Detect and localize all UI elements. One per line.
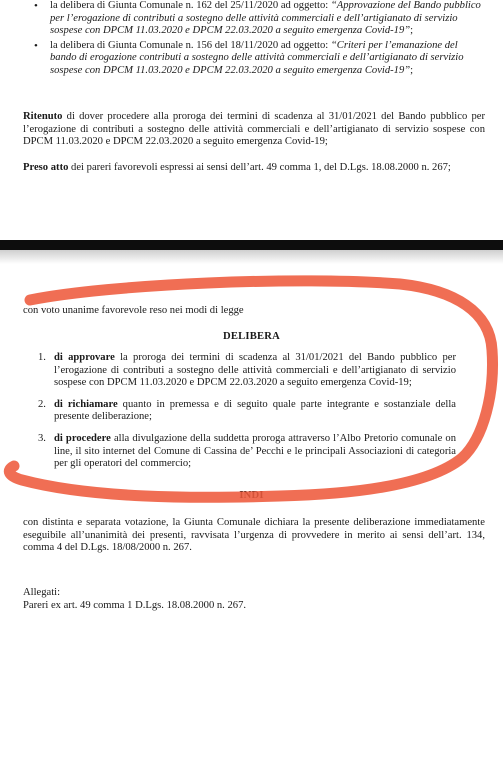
bullet-prefix: la delibera di Giunta Comunale n. 156 del 18/11/2020 ad oggetto: xyxy=(50,39,331,51)
preso-atto-paragraph xyxy=(23,162,485,175)
indi-heading: INDI xyxy=(239,490,264,501)
decision-text: quanto in premessa e di seguito quale parte integrante e sostanziale della presente deliberazione; xyxy=(54,398,456,423)
bullet-quote: “Criteri per l’emanazione del bando di erogazione contributi a sostegno delle attività commerciali e dell’artigianato di servizio sospese con DPCM 11.03.2020 e DPCM 22.03.2020 a seguito emergenza Covid-19” xyxy=(50,39,464,76)
page-break-shadow xyxy=(0,250,503,264)
item-number: 1. xyxy=(38,352,46,363)
list-item xyxy=(38,433,456,471)
bullet-quote: “Approvazione del Bando pubblico per l’erogazione di contributi a sostegno delle attività commerciali e dell’artigianato di servizio sospese con DPCM 11.03.2020 e DPCM 22.03.2020 a seguito emergenza Covid-19” xyxy=(50,0,481,37)
decision-text: la proroga dei termini di scadenza al 31/01/2021 del Bando pubblico per l’erogazione di contributi a sostegno delle attività commerciali e dell’artigianato di servizio sospese con DPCM 11.03.2020 e DPCM 22.03.2020 a seguito emergenza Covid-19; xyxy=(54,352,456,389)
ritenuto-text: di dover procedere alla proroga dei termini di scadenza al 31/01/2021 del Bando pubblico per l’erogazione di contributi a sostegno delle attività commerciali e dell’artigianato di servizio sospese con DPCM 11.03.2020 e DPCM 22.03.2020 a seguito emergenza Covid-19; xyxy=(23,111,485,148)
list-item xyxy=(34,0,482,38)
decision-keyword: di approvare xyxy=(54,352,115,363)
bullet-prefix: la delibera di Giunta Comunale n. 162 del 25/11/2020 ad oggetto: xyxy=(50,0,331,11)
list-item xyxy=(38,399,456,424)
vote-line: con voto unanime favorevole reso nei modi di legge xyxy=(23,305,244,316)
premise-bullet-list xyxy=(34,0,482,80)
item-number: 3. xyxy=(38,432,46,444)
bullet-suffix: ; xyxy=(410,25,414,37)
preso-atto-keyword: Preso atto xyxy=(23,162,69,173)
decision-keyword: di richiamare xyxy=(54,398,118,410)
decision-keyword: di procedere xyxy=(54,432,111,444)
list-item xyxy=(34,40,482,78)
preso-atto-text: dei pareri favorevoli espressi ai sensi dell’art. 49 comma 1, del D.Lgs. 18.08.2000 n. 267; xyxy=(68,162,451,173)
decision-text: alla divulgazione della suddetta proroga attraverso l’Albo Pretorio comunale on line, il sito internet del Comune di Cassina de’ Pecchi e le principali Associazioni di categoria per gli operatori del commercio; xyxy=(54,432,456,470)
ritenuto-keyword: Ritenuto xyxy=(23,111,63,122)
delibera-heading: DELIBERA xyxy=(223,331,280,342)
allegati-text: Pareri ex art. 49 comma 1 D.Lgs. 18.08.2000 n. 267. xyxy=(23,600,247,611)
decision-list xyxy=(38,352,456,480)
indi-paragraph: con distinta e separata votazione, la Giunta Comunale dichiara la presente deliberazione immediatamente eseguibile all’unanimità dei presenti, ravvisata l’urgenza di provvedere in merito ai sensi dell’art. 134, comma 4 del D.Lgs. 18/08/2000 n. 267. xyxy=(23,517,485,554)
allegati-label: Allegati: xyxy=(23,587,61,598)
page-break-band xyxy=(0,240,503,250)
list-item xyxy=(38,352,456,390)
bullet-suffix: ; xyxy=(410,64,414,76)
ritenuto-paragraph xyxy=(23,111,485,149)
item-number: 2. xyxy=(38,398,46,410)
